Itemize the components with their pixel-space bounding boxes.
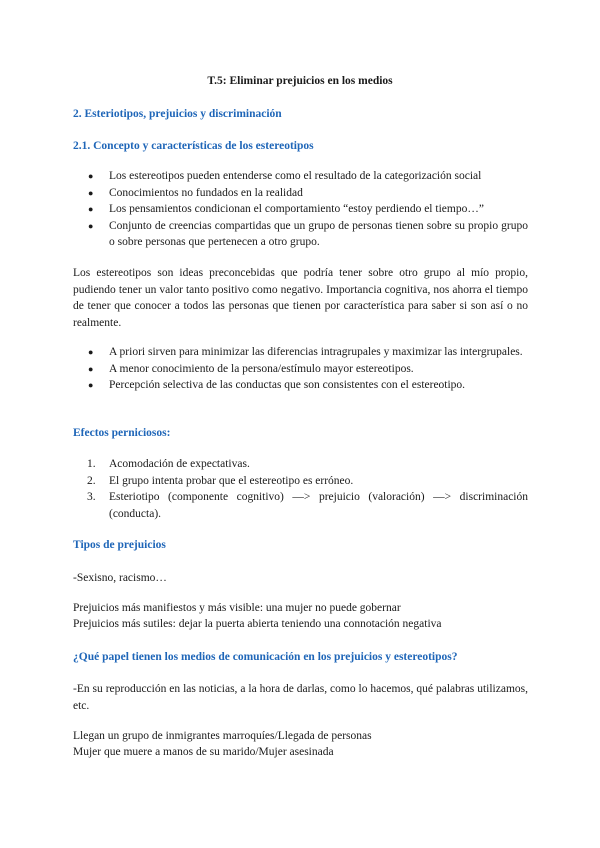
list-number: 1. [87, 458, 96, 470]
section-heading-2: 2. Esteriotipos, prejuicios y discriminación [73, 108, 282, 120]
ejemplo-1: Llegan un grupo de inmigrantes marroquíes/Llegada de personas [73, 730, 372, 742]
list-text: Acomodación de expectativas. [109, 458, 250, 470]
list-text: Esteriotipo (componente cognitivo) —> prejuicio (valoración) —> discriminación (conducta). [109, 491, 528, 520]
heading-medios: ¿Qué papel tienen los medios de comunicación en los prejuicios y estereotipos? [73, 651, 458, 663]
list-number: 2. [87, 474, 96, 487]
list-item: ● Los estereotipos pueden entenderse como el resultado de la categorización social [73, 168, 528, 185]
document-title: T.5: Eliminar prejuicios en los medios [207, 75, 393, 87]
list-item: ● Percepción selectiva de las conductas que son consistentes con el estereotipo. [73, 377, 528, 394]
list-item: ● Conjunto de creencias compartidas que un grupo de personas tienen sobre su propio grupo o sobre personas que pertenecen a otro grupo. [73, 218, 528, 251]
list-item: ● A menor conocimiento de la persona/estímulo mayor estereotipos. [73, 361, 528, 378]
list-item [73, 489, 528, 522]
list-item [73, 456, 528, 473]
heading-efectos: Efectos perniciosos: [73, 427, 171, 439]
list-item [73, 473, 528, 490]
bullet-list-functions [73, 344, 528, 394]
ejemplo-2: Mujer que muere a manos de su marido/Mujer asesinada [73, 746, 334, 758]
prejuicios-sutiles: Prejuicios más sutiles: dejar la puerta abierta teniendo una connotación negativa [73, 618, 442, 630]
list-number: 3. [87, 491, 96, 503]
section-heading-2-1: 2.1. Concepto y características de los estereotipos [73, 140, 314, 152]
numbered-list-efectos [73, 456, 528, 522]
paragraph-stereotypes: Los estereotipos son ideas preconcebidas que podría tener sobre otro grupo al mío propio, pudiendo tener un valor tanto positivo como negativo. Importancia cognitiva, nos ahorra el tiempo de tener que conocer a todos las personas que tienen por característica para saber si son así o no realmente. [73, 267, 528, 329]
bullet-list-characteristics [73, 168, 528, 251]
tipos-line: -Sexisno, racismo… [73, 572, 167, 584]
list-item: ● Los pensamientos condicionan el comportamiento “estoy perdiendo el tiempo…” [73, 201, 528, 218]
list-item: ● A priori sirven para minimizar las diferencias intragrupales y maximizar las intergrupales. [73, 344, 528, 361]
heading-tipos: Tipos de prejuicios [73, 539, 166, 551]
list-text: El grupo intenta probar que el estereotipo es erróneo. [109, 474, 354, 487]
list-item: ● Conocimientos no fundados en la realidad [73, 185, 528, 202]
prejuicios-manifiestos: Prejuicios más manifiestos y más visible: una mujer no puede gobernar [73, 602, 401, 614]
paragraph-medios: -En su reproducción en las noticias, a la hora de darlas, como lo hacemos, qué palabras utilizamos, etc. [73, 683, 528, 712]
